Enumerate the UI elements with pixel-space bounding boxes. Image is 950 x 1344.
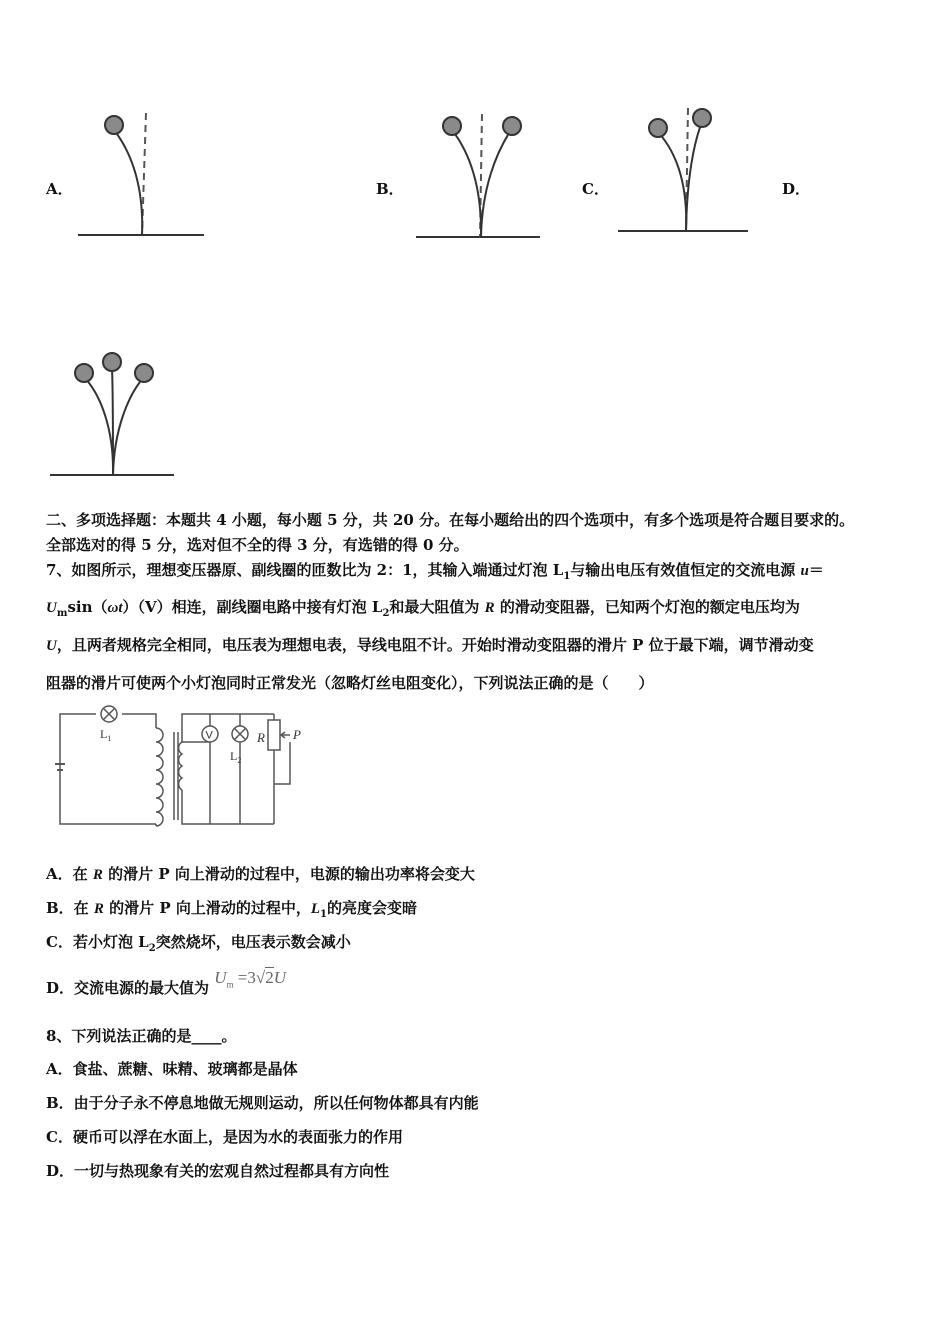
q8-option-a: A．食盐、蔗糖、味精、玻璃都是晶体 bbox=[46, 1060, 298, 1078]
q7-stem-line4: 阻器的滑片可使两个小灯泡同时正常发光（忽略灯丝电阻变化），下列说法正确的是（ ） bbox=[46, 674, 654, 692]
q6-figure-d bbox=[46, 350, 178, 480]
section2-instructions-line2: 全部选对的得 5 分，选对但不全的得 3 分，有选错的得 0 分。 bbox=[46, 536, 469, 554]
q7-transformer-circuit bbox=[52, 702, 312, 832]
q7-option-d: D．交流电源的最大值为 $U_m =3√2U$ bbox=[46, 968, 287, 997]
q6-figure-b bbox=[412, 108, 547, 242]
circuit-label-v: V bbox=[205, 729, 213, 742]
section2-instructions-line1: 二、多项选择题：本题共 4 小题，每小题 5 分，共 20 分。在每小题给出的四个选项中，有多个选项是符合题目要求的。 bbox=[46, 511, 855, 529]
circuit-label-p: P bbox=[293, 727, 301, 742]
q7-option-b: B．在 R 的滑片 P 向上滑动的过程中，$L_1$的亮度会变暗 bbox=[46, 899, 418, 920]
q7-stem-line1: 7、如图所示，理想变压器原、副线圈的匝数比为 2：1，其输入端通过灯泡 $L_1$与输出电压有效值恒定的交流电源 u＝ bbox=[46, 561, 824, 582]
q6-option-b-label: B． bbox=[376, 180, 404, 198]
circuit-label-l1: $L_1$ bbox=[100, 727, 112, 743]
circuit-label-l2: $L_2$ bbox=[230, 749, 242, 765]
q7-option-c: C．若小灯泡 $L_2$突然烧坏，电压表示数会减小 bbox=[46, 933, 351, 954]
q8-stem: 8、下列说法正确的是____。 bbox=[46, 1027, 237, 1045]
q7-option-d-formula: $U_m =3√2U$ bbox=[214, 968, 287, 990]
q6-option-d-label: D． bbox=[782, 180, 811, 198]
q6-option-a-label: A． bbox=[46, 180, 73, 198]
q7-option-a: A．在 R 的滑片 P 向上滑动的过程中，电源的输出功率将会变大 bbox=[46, 865, 475, 883]
q8-option-d: D．一切与热现象有关的宏观自然过程都具有方向性 bbox=[46, 1162, 390, 1180]
q6-option-c-label: C． bbox=[582, 180, 609, 198]
q6-figure-a bbox=[70, 108, 210, 240]
sqrt-sign: √ bbox=[255, 968, 266, 987]
circuit-label-r: R bbox=[257, 730, 265, 745]
q7-stem-line3: U，且两者规格完全相同，电压表为理想电表，导线电阻不计。开始时滑动变阻器的滑片 P 位于最下端，调节滑动变 bbox=[46, 636, 814, 654]
q8-option-b: B．由于分子永不停息地做无规则运动，所以任何物体都具有内能 bbox=[46, 1094, 479, 1112]
q8-option-c: C．硬币可以浮在水面上，是因为水的表面张力的作用 bbox=[46, 1128, 403, 1146]
q6-figure-c bbox=[616, 102, 752, 236]
q7-stem-line2: $U_m\sin(\omega t)(V)$相连，副线圈电路中接有灯泡 $L_2$和最大阻值为 R 的滑动变阻器，已知两个灯泡的额定电压均为 bbox=[46, 598, 800, 619]
